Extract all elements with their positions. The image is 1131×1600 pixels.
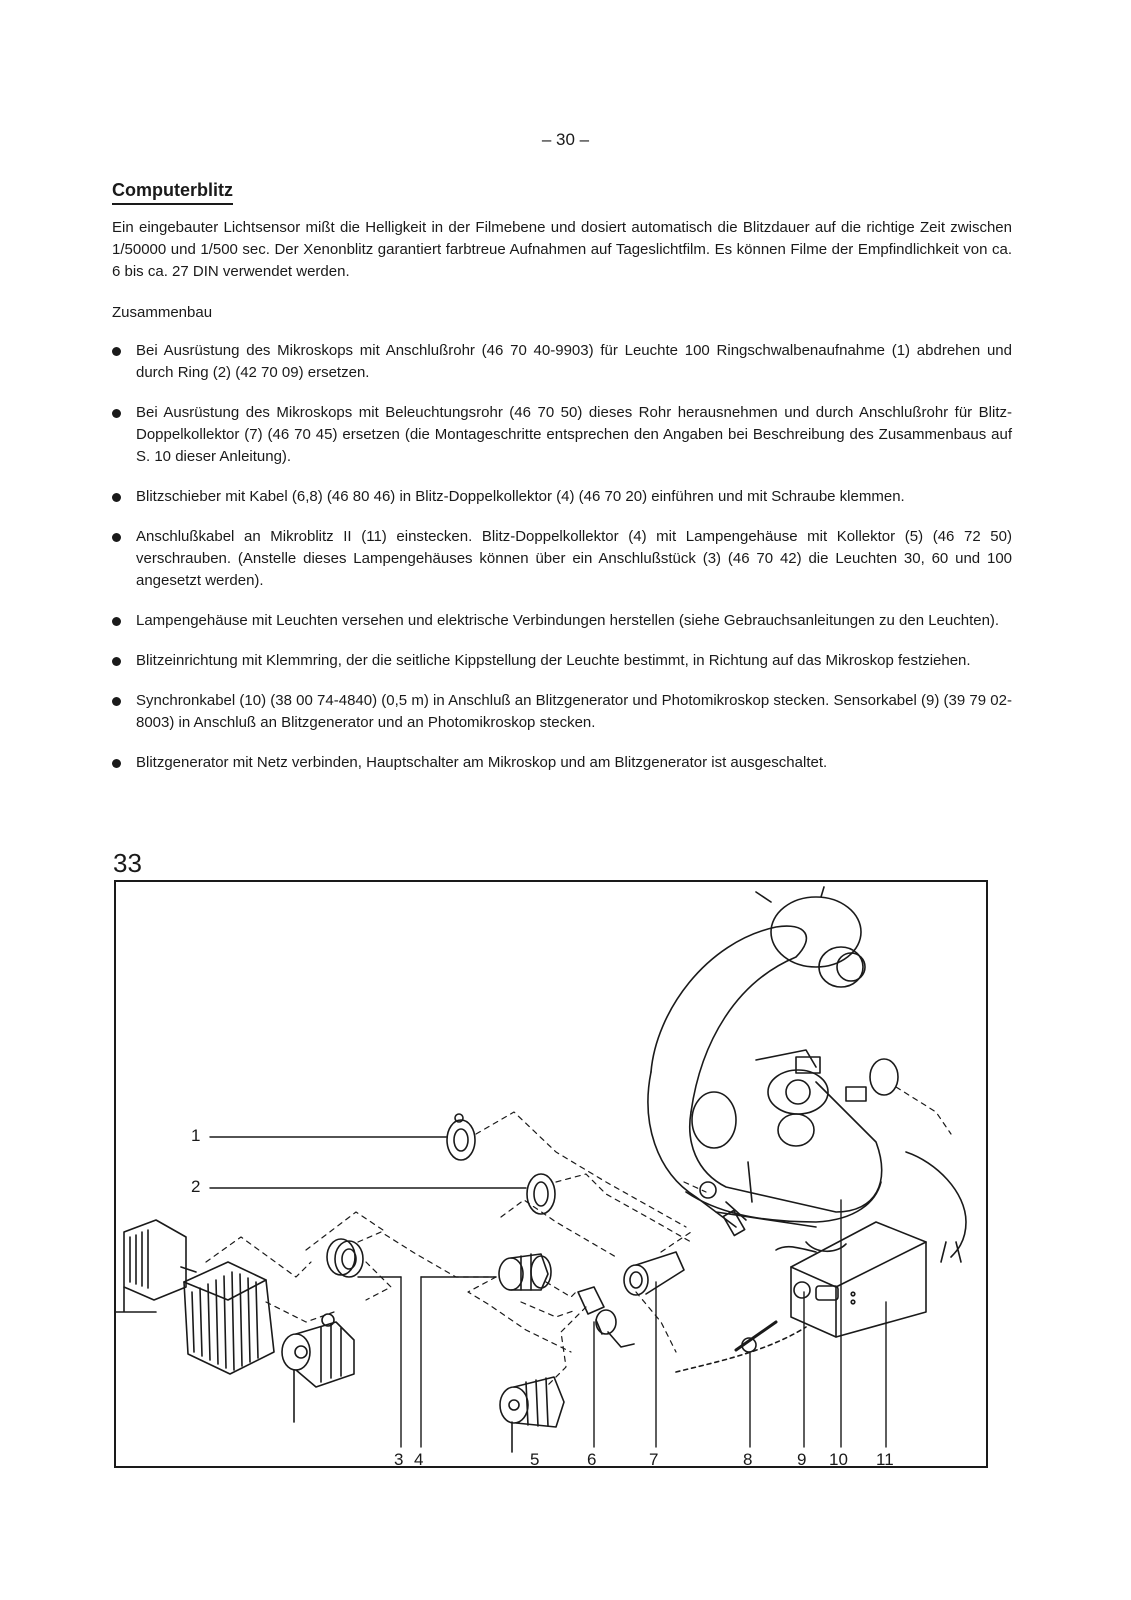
bullet-icon: [112, 657, 121, 666]
step-text: Bei Ausrüstung des Mikroskops mit Anschlußrohr (46 70 40-9903) für Leuchte 100 Ringschwalbenaufnahme (1) abdrehen und durch Ring (2) (42 70 09) ersetzen.: [136, 342, 1012, 381]
callout-4: 4: [414, 1450, 424, 1469]
step-text: Blitzeinrichtung mit Klemmring, der die seitliche Kippstellung der Leuchte bestimmt, in Richtung auf das Mikroskop festziehen.: [136, 652, 971, 669]
page-number: – 30 –: [541, 130, 590, 149]
step-text: Blitzschieber mit Kabel (6,8) (46 80 46) in Blitz-Doppelkollektor (4) (46 70 20) einführen und mit Schraube klemmen.: [136, 488, 905, 505]
callout-7: 7: [649, 1450, 659, 1469]
assembly-step: [112, 340, 1012, 384]
bullet-icon: [112, 493, 121, 502]
assembly-step: [112, 650, 1012, 672]
callout-3: 3: [394, 1450, 404, 1469]
section-heading: Computerblitz: [112, 180, 233, 205]
step-text: Anschlußkabel an Mikroblitz II (11) einstecken. Blitz-Doppelkollektor (4) mit Lampengehäuse mit Kollektor (5) (46 72 50) verschrauben. (Anstelle dieses Lampengehäuses können über ein Anschlußstück (3) (46 70 42) die Leuchten 30, 60 und 100 angesetzt werden).: [136, 528, 1012, 589]
sensor-cable: [906, 1152, 966, 1257]
replacement-ring-icon: [527, 1174, 555, 1214]
step-text: Synchronkabel (10) (38 00 74-4840) (0,5 m) in Anschluß an Blitzgenerator und Photomikroskop stecken. Sensorkabel (9) (39 79 02-8003) in Anschluß an Blitzgenerator und an Photomikroskop stecken.: [136, 692, 1012, 731]
callout-leader-lines: [210, 1137, 886, 1447]
callout-5: 5: [530, 1450, 540, 1469]
step-text: Blitzgenerator mit Netz verbinden, Hauptschalter am Mikroskop und am Blitzgenerator ist ausgeschaltet.: [136, 754, 828, 771]
assembly-guide-lines: [206, 1087, 951, 1387]
callout-1: 1: [191, 1126, 201, 1145]
connection-tube-icon: [624, 1252, 684, 1295]
intro-paragraph: Ein eingebauter Lichtsensor mißt die Helligkeit in der Filmebene und dosiert automatisch die Blitzdauer auf die richtige Zeit zwischen 1/50000 und 1/500 sec. Der Xenonblitz garantiert farbtreue Aufnahmen auf Tageslichtfilm. Es können Filme der Empfindlichkeit von ca. 6 bis ca. 27 DIN verwendet werden.: [112, 219, 1012, 280]
bullet-icon: [112, 697, 121, 706]
lamp-housing-icon: [184, 1262, 274, 1374]
figure-frame: [114, 880, 988, 1468]
double-collector-icon: [499, 1254, 551, 1290]
assembly-step: [112, 690, 1012, 734]
assembly-subheading: Zusammenbau: [112, 304, 213, 321]
lamp-housing-icon: [116, 1220, 196, 1312]
bullet-icon: [112, 533, 121, 542]
step-text: Lampengehäuse mit Leuchten versehen und elektrische Verbindungen herstellen (siehe Gebrauchsanleitungen zu den Leuchten).: [136, 612, 1000, 629]
assembly-step: [112, 402, 1012, 468]
bullet-icon: [112, 617, 121, 626]
callout-8: 8: [743, 1450, 753, 1469]
lamp-collector-icon: [282, 1314, 354, 1422]
callout-2: 2: [191, 1177, 201, 1196]
assembly-illustration: [116, 882, 986, 1466]
dovetail-ring-icon: [447, 1114, 475, 1160]
assembly-step: [112, 610, 1012, 632]
step-text: Bei Ausrüstung des Mikroskops mit Beleuchtungsrohr (46 70 50) dieses Rohr herausnehmen und durch Anschlußrohr für Blitz-Doppelkollektor (7) (46 70 45) ersetzen (die Montageschritte entsprechen den Angaben bei Beschreibung des Zusammenbaus auf S. 10 dieser Anleitung).: [136, 404, 1012, 465]
assembly-step: [112, 752, 1012, 774]
bullet-icon: [112, 347, 121, 356]
callout-9: 9: [797, 1450, 807, 1469]
sync-cable: [776, 1247, 816, 1252]
bullet-icon: [112, 759, 121, 768]
assembly-step: [112, 486, 1012, 508]
callout-6: 6: [587, 1450, 597, 1469]
figure-number: 33: [113, 848, 142, 878]
cable-plug: [941, 1242, 961, 1262]
callout-11: 11: [876, 1450, 894, 1469]
assembly-step: [112, 526, 1012, 592]
bullet-icon: [112, 409, 121, 418]
microscope-icon: [648, 887, 898, 1251]
adapter-piece-icon: [327, 1239, 363, 1277]
assembly-steps: [112, 340, 1012, 792]
flash-slider-icon: [578, 1287, 634, 1347]
connector-cable: [676, 1327, 806, 1372]
flash-generator-icon: [791, 1222, 926, 1337]
callout-10: 10: [829, 1450, 848, 1469]
lamp-housing-collector-icon: [500, 1377, 564, 1452]
